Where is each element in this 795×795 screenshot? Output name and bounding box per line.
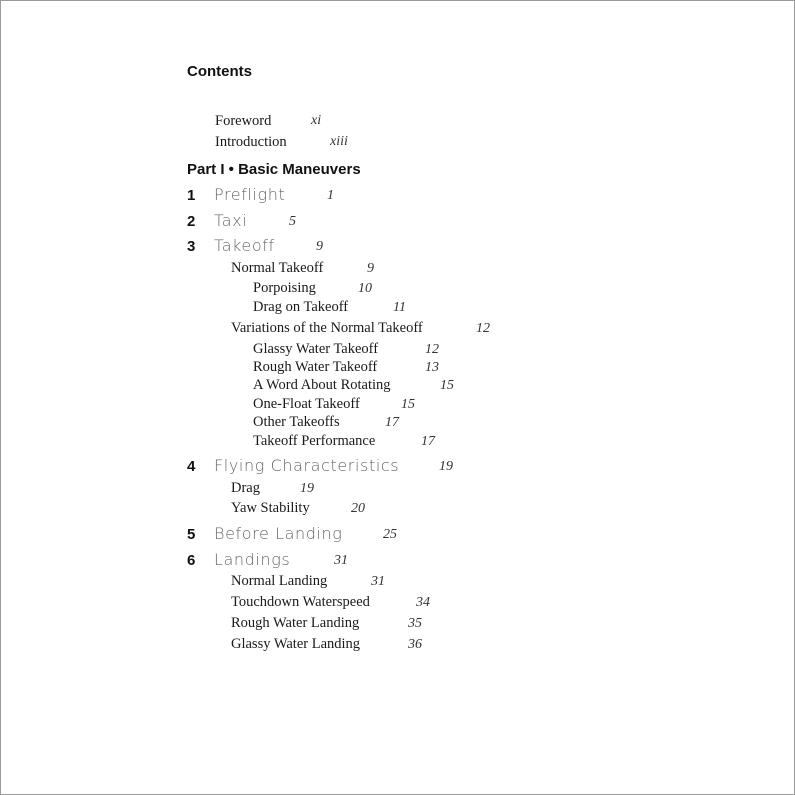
entry-page: 15 [401, 397, 415, 412]
entry-page: 15 [440, 378, 454, 393]
chapter-title-flying-characteristics[interactable]: Flying Characteristics [214, 456, 400, 475]
entry-page: 35 [408, 616, 422, 631]
entry-page: 17 [421, 434, 435, 449]
entry-page: 10 [358, 281, 372, 296]
chapter-page: 31 [334, 553, 348, 568]
chapter-number: 2 [187, 213, 196, 230]
toc-entry[interactable]: Normal Takeoff [231, 260, 324, 276]
chapter-title-takeoff[interactable]: Takeoff [214, 236, 275, 255]
entry-label: Introduction [215, 134, 287, 150]
chapter-page: 19 [439, 459, 453, 474]
chapter-title-taxi[interactable]: Taxi [214, 211, 248, 230]
contents-title: Contents [187, 63, 252, 80]
entry-page: xiii [330, 134, 348, 149]
entry-page: 34 [416, 595, 430, 610]
entry-label: Foreword [215, 113, 272, 129]
entry-page: 11 [393, 300, 406, 315]
chapter-title-before-landing[interactable]: Before Landing [214, 524, 343, 543]
toc-entry[interactable]: Rough Water Takeoff [253, 359, 378, 375]
part-heading: Part I • Basic Maneuvers [187, 161, 361, 178]
toc-entry[interactable]: Touchdown Waterspeed [231, 594, 370, 610]
chapter-title-preflight[interactable]: Preflight [214, 185, 286, 204]
entry-page: 9 [367, 261, 374, 276]
entry-page: 20 [351, 501, 365, 516]
toc-entry[interactable]: Takeoff Performance [253, 433, 376, 449]
toc-entry[interactable]: Variations of the Normal Takeoff [231, 320, 423, 336]
chapter-number: 5 [187, 526, 196, 543]
toc-entry-introduction[interactable] [215, 133, 287, 151]
entry-page: 19 [300, 481, 314, 496]
toc-entry[interactable]: Porpoising [253, 280, 316, 296]
chapter-number: 1 [187, 187, 196, 204]
entry-page: 31 [371, 574, 385, 589]
entry-page: 36 [408, 637, 422, 652]
chapter-page: 9 [316, 239, 323, 254]
toc-entry[interactable]: Drag [231, 480, 260, 496]
toc-entry[interactable]: One-Float Takeoff [253, 396, 360, 412]
toc-entry[interactable]: Drag on Takeoff [253, 299, 349, 315]
chapter-page: 5 [289, 214, 296, 229]
chapter-number: 3 [187, 238, 196, 255]
chapter-title-landings[interactable]: Landings [214, 550, 291, 569]
toc-entry[interactable]: Glassy Water Takeoff [253, 341, 379, 357]
entry-page: xi [311, 113, 322, 128]
toc-entry[interactable]: Other Takeoffs [253, 414, 340, 430]
chapter-number: 4 [187, 458, 196, 475]
chapter-number: 6 [187, 552, 196, 569]
entry-page: 12 [476, 321, 490, 336]
toc-entry[interactable]: Yaw Stability [231, 500, 310, 516]
entry-page: 13 [425, 360, 439, 375]
toc-entry[interactable]: Rough Water Landing [231, 615, 360, 631]
toc-entry[interactable]: Normal Landing [231, 573, 328, 589]
chapter-page: 1 [327, 188, 334, 203]
chapter-page: 25 [383, 527, 397, 542]
entry-page: 12 [425, 342, 439, 357]
toc-entry[interactable]: Glassy Water Landing [231, 636, 361, 652]
entry-page: 17 [385, 415, 399, 430]
toc-entry[interactable]: A Word About Rotating [253, 377, 391, 393]
toc-entry-foreword[interactable] [215, 112, 271, 130]
